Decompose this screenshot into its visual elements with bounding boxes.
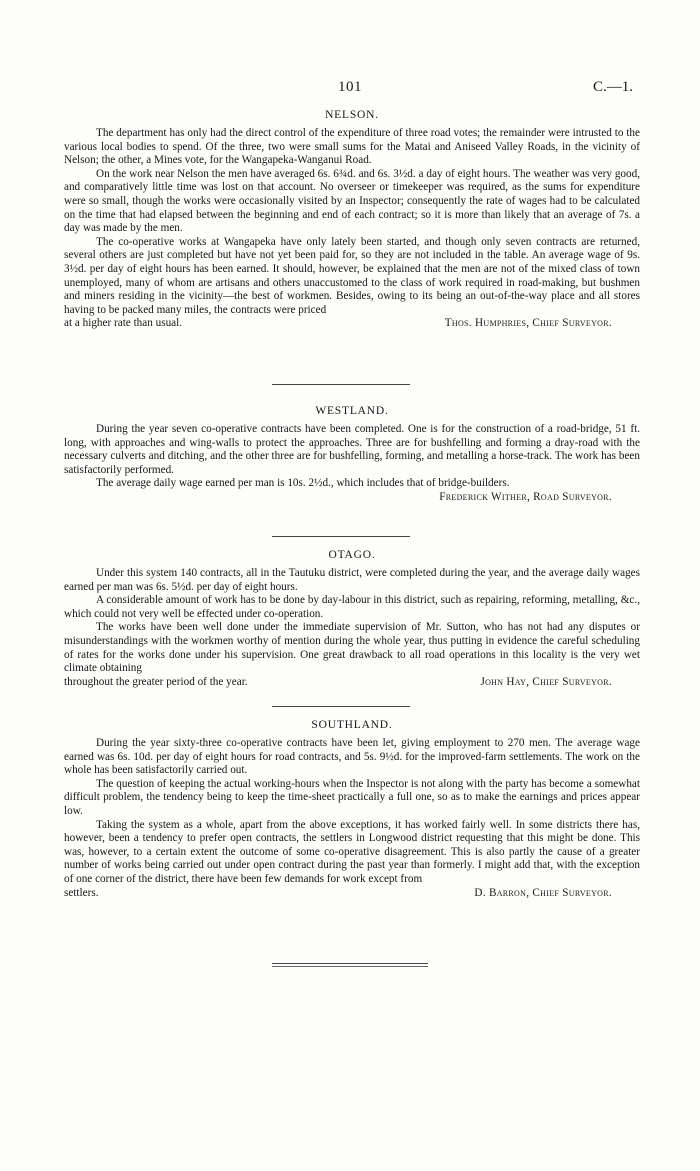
section-otago bbox=[64, 549, 640, 689]
section-body bbox=[64, 127, 640, 317]
section-westland bbox=[64, 405, 640, 505]
signature: Frederick Wither, Road Surveyor. bbox=[439, 490, 612, 503]
closing-line bbox=[64, 676, 640, 690]
paragraph: The co-operative works at Wangapeka have only lately been started, and though only seven contracts are returned, several others are just completed but have not yet been paid for, so they are not included in the table. An average wage of 9s. 3½d. per day of eight hours has been earned. It should, however, be explained that the men are not of the mixed class of town unemployed, many of whom are artisans and others unaccustomed to the class of work required in road-making, but bushmen and miners residing in the vicinity—the best of workmen. Besides, owing to its being an out-of-the-way place and all stores having to be packed many miles, the contracts were priced bbox=[64, 235, 640, 316]
paragraph-end: settlers. bbox=[64, 886, 99, 899]
closing-line bbox=[64, 317, 640, 331]
section-heading: NELSON. bbox=[325, 109, 379, 121]
paragraph: Under this system 140 contracts, all in the Tautuku district, were completed during the year, and the average daily wages earned per man was 6s. 5½d. per day of eight hours. bbox=[64, 567, 640, 593]
paragraph: The average daily wage earned per man is 10s. 2½d., which includes that of bridge-builders. bbox=[96, 477, 510, 490]
signature: Thos. Humphries, Chief Surveyor. bbox=[444, 317, 612, 330]
paragraph-end: at a higher rate than usual. bbox=[64, 317, 183, 330]
section-heading: WESTLAND. bbox=[315, 405, 389, 417]
paragraph: Taking the system as a whole, apart from the above exceptions, it has worked fairly well. In some districts there has, however, been a tendency to prefer open contracts, the settlers in Longwood district requesting that this might be done. This was, however, to a certain extent the outcome of some co-operative disagreement. This is also partly the cause of a greater number of works being carried out under open contract during the past year than formerly. I might add that, with the exception of one corner of the district, there have been few demands for work except from bbox=[64, 818, 640, 885]
paragraph: The works have been well done under the immediate supervision of Mr. Sutton, who has not had any disputes or misunderstandings with the workmen worthy of mention during the whole year, thus putting in evidence the careful scheduling of rates for the works done under his supervision. One great drawback to all road operations in this locality is the very wet climate obtaining bbox=[64, 621, 640, 675]
section-heading: OTAGO. bbox=[328, 549, 376, 561]
section-divider bbox=[272, 706, 410, 707]
signature: John Hay, Chief Surveyor. bbox=[480, 675, 612, 688]
paragraph: The department has only had the direct control of the expenditure of three road votes; the remainder were intrusted to the various local bodies to spend. Of the three, two were small sums for the Matai and Aniseed Valley Roads, in the vicinity of Nelson; the other, a Mines vote, for the Wangapeka-Wanganui Road. bbox=[64, 127, 640, 167]
end-rule bbox=[272, 966, 428, 967]
document-reference: C.—1. bbox=[593, 79, 634, 95]
signature: D. Barron, Chief Surveyor. bbox=[474, 886, 612, 899]
section-heading: SOUTHLAND. bbox=[311, 719, 393, 731]
section-divider bbox=[272, 384, 410, 385]
closing-line bbox=[64, 887, 640, 901]
section-southland bbox=[64, 719, 640, 900]
section-body bbox=[64, 567, 640, 676]
page-number: 101 bbox=[338, 79, 362, 95]
section-body bbox=[64, 737, 640, 887]
paragraph: During the year seven co-operative contracts have been completed. One is for the construction of a road-bridge, 51 ft. long, with approaches and wing-walls to protect the approaches. Three are for bushfelling and forming a dray-road with the necessary culverts and ditching, and the other three are for bushfelling, forming, and metalling a horse-track. The work has been satisfactorily performed. bbox=[64, 423, 640, 476]
end-rule bbox=[272, 963, 428, 964]
paragraph: The question of keeping the actual working-hours when the Inspector is not along with the party has become a somewhat difficult problem, the tendency being to keep the time-sheet practically a full one, so as to make the earnings and prices appear low. bbox=[64, 777, 640, 817]
section-body bbox=[64, 423, 640, 491]
paragraph: During the year sixty-three co-operative contracts have been let, giving employment to 270 men. The average wage earned was 6s. 10d. per day of eight hours for road contracts, and 5s. 9½d. for the improved-farm settlements. The work on the whole has been satisfactorily carried out. bbox=[64, 737, 640, 777]
paragraph-end: throughout the greater period of the year. bbox=[64, 675, 248, 688]
section-divider bbox=[272, 536, 410, 537]
section-nelson bbox=[64, 109, 640, 331]
paragraph: A considerable amount of work has to be done by day-labour in this district, such as repairing, reforming, metalling, &c., which could not very well be effected under co-operation. bbox=[64, 594, 640, 620]
paragraph: On the work near Nelson the men have averaged 6s. 6¾d. and 6s. 3½d. a day of eight hours. The weather was very good, and comparatively little time was lost on that account. No overseer or timekeeper was required, as the sums for expenditure were so small, though the works were occasionally visited by an Inspector; consequently the rate of wages had to be calculated on the time that had elapsed between the beginning and end of each contract; so it is more than likely that an average of 7s. a day was made by the men. bbox=[64, 167, 640, 235]
